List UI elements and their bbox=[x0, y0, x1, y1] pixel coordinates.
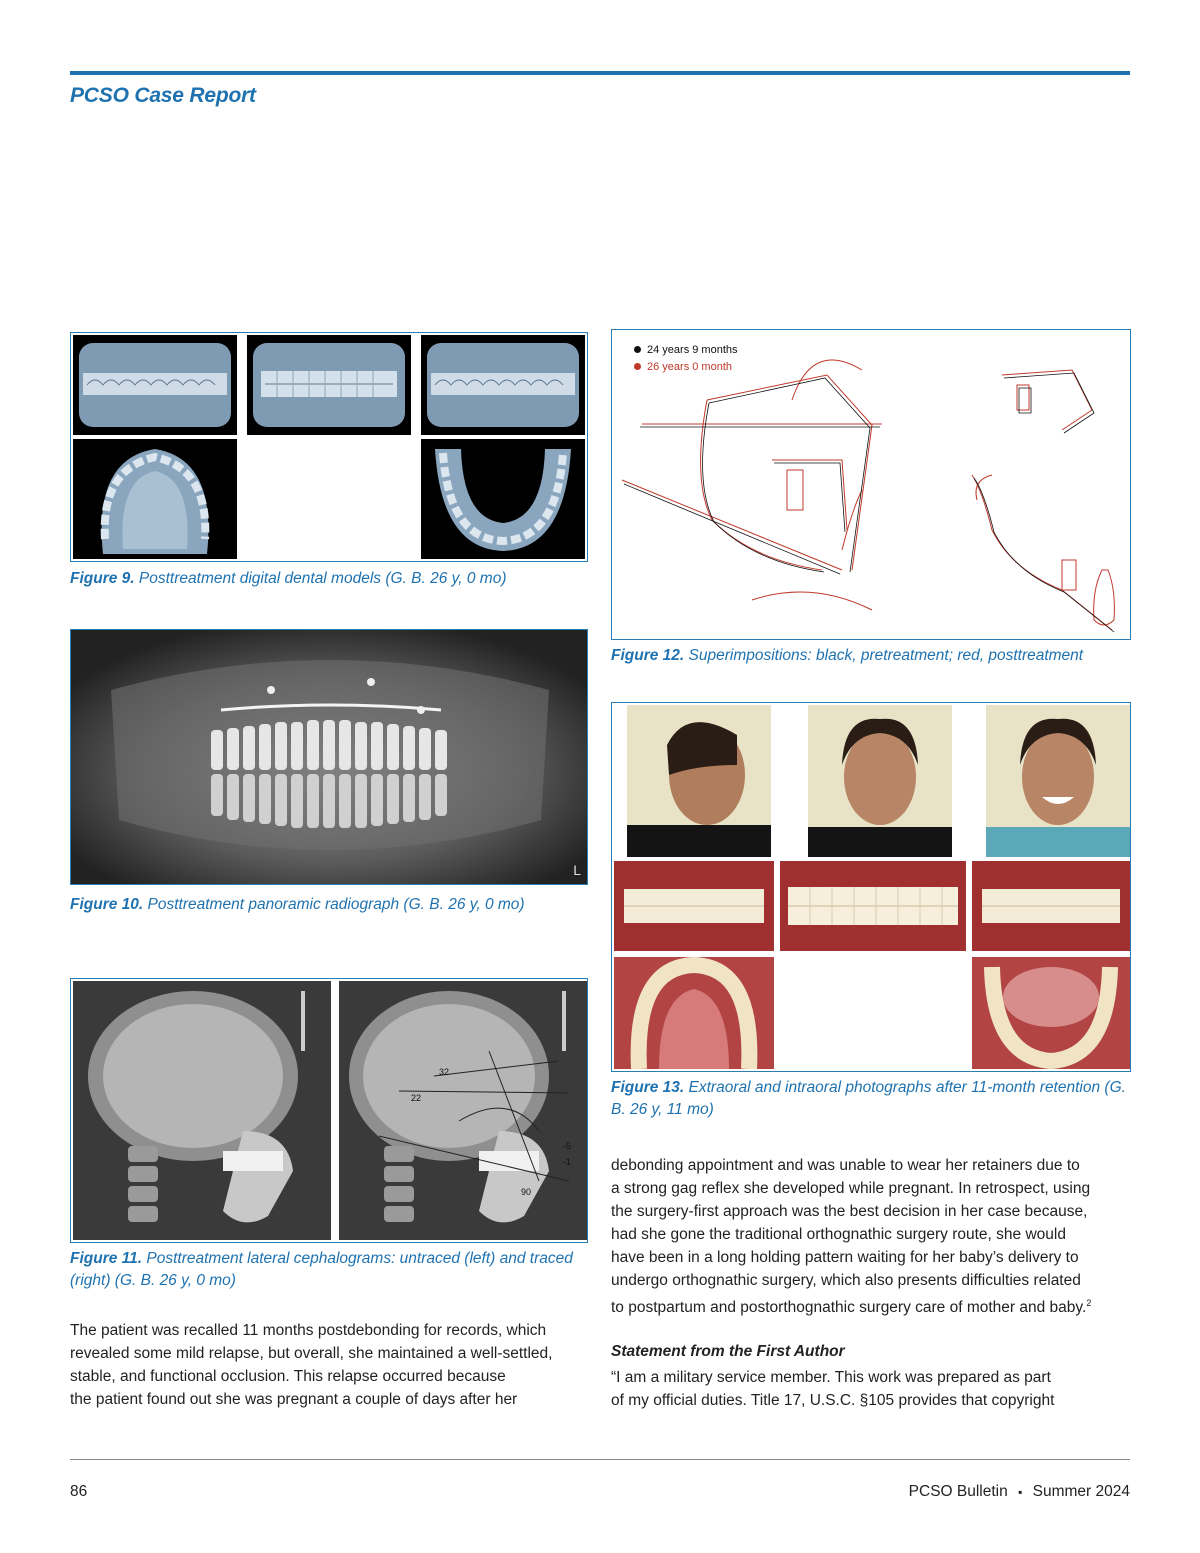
figure-13-text: Extraoral and intraoral photographs after 11-month retention (G. B. 26 y, 11 mo) bbox=[611, 1079, 1126, 1118]
figure-12-text: Superimpositions: black, pretreatment; red, posttreatment bbox=[688, 647, 1084, 664]
statement-text: “I am a military service member. This work was prepared as part of my official duties. Title 17, U.S.C. §105 provides that copyright bbox=[611, 1369, 1055, 1409]
ceph-annotation-90: 90 bbox=[521, 1187, 532, 1197]
figure-9-caption bbox=[70, 568, 590, 590]
model-right-occlusion bbox=[73, 335, 237, 435]
photo-intraoral-right bbox=[614, 861, 774, 951]
radiograph-side-marker: L bbox=[573, 862, 581, 878]
legend-label-posttreatment: 26 years 0 month bbox=[647, 361, 732, 373]
legend-label-pretreatment: 24 years 9 months bbox=[647, 344, 738, 356]
photo-maxillary-occlusal bbox=[614, 957, 774, 1069]
superimposition-legend bbox=[634, 342, 738, 376]
photo-frontal-smile bbox=[986, 705, 1130, 857]
figure-10-image bbox=[70, 629, 588, 885]
figure-9-text: Posttreatment digital dental models (G. B. 26 y, 0 mo) bbox=[138, 570, 507, 587]
figure-12-caption bbox=[611, 645, 1131, 667]
figure-9-image bbox=[70, 332, 588, 562]
figure-13-caption bbox=[611, 1077, 1131, 1121]
issue-name: Summer 2024 bbox=[1032, 1483, 1130, 1500]
photo-mandibular-occlusal bbox=[972, 957, 1130, 1069]
ceph-annotation-minus5: -5 bbox=[563, 1141, 572, 1151]
figure-11-image bbox=[70, 978, 588, 1243]
body-paragraph-left: The patient was recalled 11 months postdebonding for records, which revealed some mild relapse, but overall, she maintained a well-settled, stable, and functional occlusion. This relapse occurred because the patient found out she was pregnant a couple of days after her bbox=[70, 1322, 553, 1408]
photo-profile bbox=[627, 705, 771, 857]
footer-publication bbox=[909, 1483, 1130, 1501]
model-mandibular-occlusal bbox=[421, 439, 585, 559]
legend-dot-red bbox=[634, 363, 641, 370]
figure-9-label: Figure 9. bbox=[70, 570, 135, 587]
model-left-occlusion bbox=[421, 335, 585, 435]
legend-dot-black bbox=[634, 346, 641, 353]
figure-13-label: Figure 13. bbox=[611, 1079, 685, 1096]
figure-10-text: Posttreatment panoramic radiograph (G. B. 26 y, 0 mo) bbox=[147, 896, 525, 913]
publication-name: PCSO Bulletin bbox=[908, 1483, 1008, 1500]
photo-frontal-rest bbox=[808, 705, 952, 857]
figure-11-label: Figure 11. bbox=[70, 1250, 143, 1267]
body-paragraph-right bbox=[611, 1154, 1136, 1319]
section-title: PCSO Case Report bbox=[70, 84, 256, 107]
model-frontal-occlusion bbox=[247, 335, 411, 435]
statement-heading: Statement from the First Author bbox=[611, 1343, 845, 1360]
figure-12-image bbox=[611, 329, 1131, 640]
legend-item-pretreatment bbox=[634, 342, 738, 359]
figure-10-caption bbox=[70, 894, 590, 916]
footer-separator: ▪ bbox=[1018, 1485, 1023, 1499]
figure-12-label: Figure 12. bbox=[611, 647, 685, 664]
reference-superscript: 2 bbox=[1086, 1298, 1092, 1308]
photo-intraoral-left bbox=[972, 861, 1130, 951]
photo-intraoral-frontal bbox=[780, 861, 966, 951]
figure-11-text: Posttreatment lateral cephalograms: untraced (left) and traced (right) (G. B. 26 y, 0 mo) bbox=[70, 1250, 573, 1289]
footer-rule bbox=[70, 1459, 1130, 1460]
figure-11-caption bbox=[70, 1248, 590, 1292]
figure-10-label: Figure 10. bbox=[70, 896, 144, 913]
ceph-annotation-32: 32 bbox=[439, 1067, 450, 1077]
header-rule bbox=[70, 71, 1130, 75]
ceph-annotation-22: 22 bbox=[411, 1093, 422, 1103]
ceph-annotation-minus1: -1 bbox=[563, 1157, 572, 1167]
cephalogram-untraced bbox=[73, 981, 331, 1240]
figure-13-image bbox=[611, 702, 1131, 1072]
body-paragraph-right-text: debonding appointment and was unable to wear her retainers due to a strong gag reflex she developed while pregnant. In retrospect, using the surgery-first approach was the best decision in her case because, had she gone the traditional orthognathic surgery route, she would have been in a long holding pattern waiting for her baby’s delivery to undergo orthognathic surgery, which also presents difficulties related to postpartum and postorthognathic surgery care of mother and baby. bbox=[611, 1157, 1091, 1317]
legend-item-posttreatment bbox=[634, 359, 738, 376]
page-number: 86 bbox=[70, 1483, 88, 1500]
cephalogram-traced bbox=[339, 981, 587, 1240]
model-maxillary-occlusal bbox=[73, 439, 237, 559]
